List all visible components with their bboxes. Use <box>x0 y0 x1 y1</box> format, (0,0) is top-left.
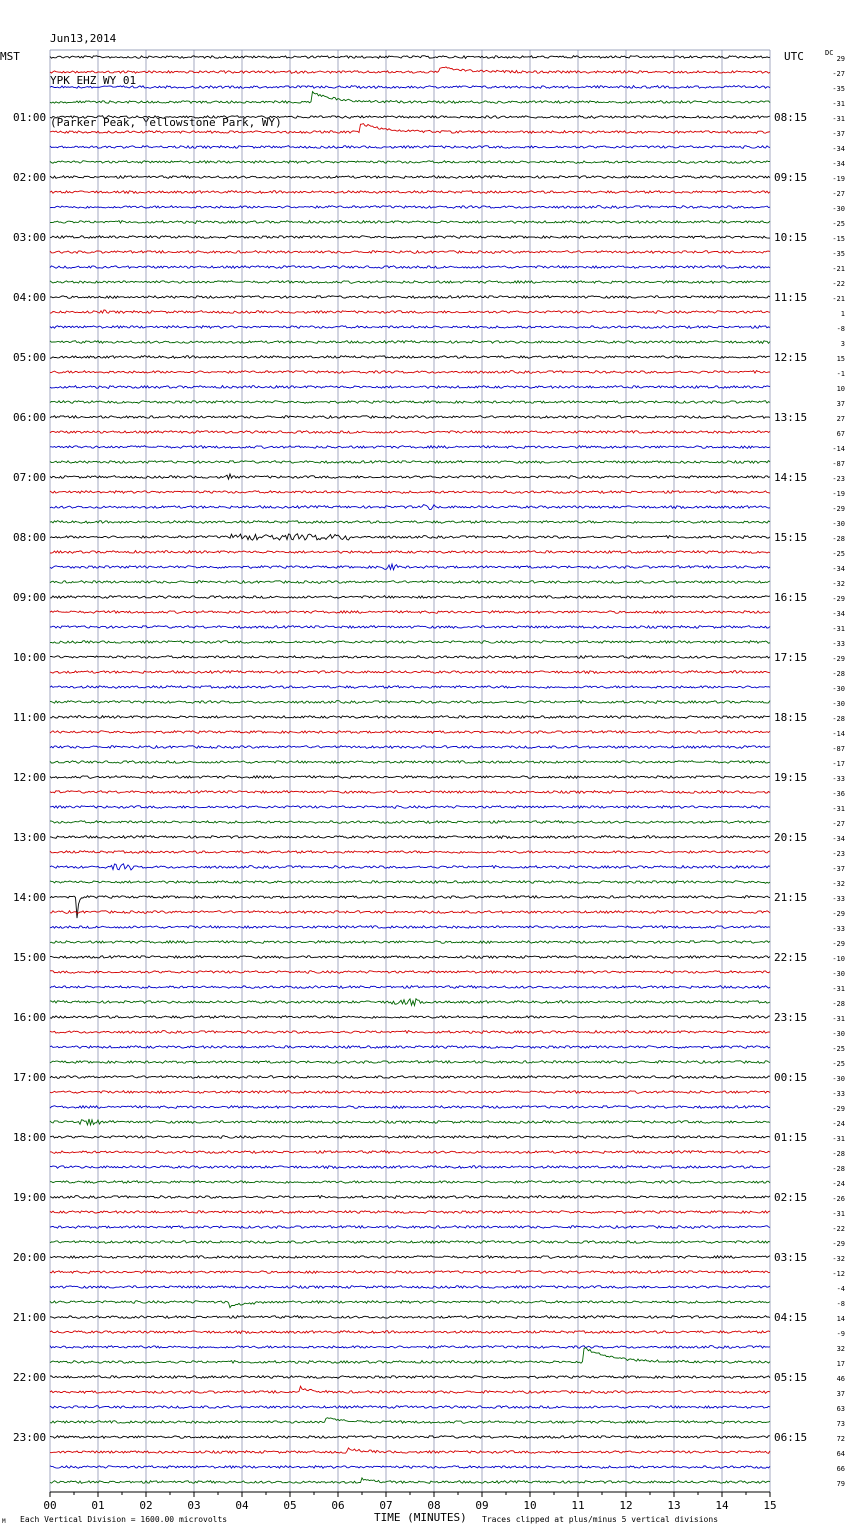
x-tick-label: 07 <box>379 1499 393 1512</box>
dc-offset-label: -24 <box>832 1120 845 1128</box>
utc-hour-label: 13:15 <box>774 411 808 424</box>
dc-offset-label: -30 <box>832 205 845 213</box>
dc-offset-label: 46 <box>836 1375 845 1383</box>
dc-offset-label: -23 <box>832 850 845 858</box>
dc-offset-label: -19 <box>832 490 845 498</box>
trace-line <box>50 146 770 149</box>
dc-offset-label: -28 <box>832 715 845 723</box>
trace-line <box>50 971 770 974</box>
trace-line <box>50 1016 770 1019</box>
mst-hour-label: 20:00 <box>13 1251 47 1264</box>
mst-hour-label: 01:00 <box>13 111 47 124</box>
trace-line <box>50 1166 770 1169</box>
trace-line <box>50 999 770 1006</box>
trace-line <box>50 1331 770 1334</box>
trace-line <box>50 881 770 884</box>
x-tick-label: 03 <box>187 1499 201 1512</box>
utc-hour-label: 16:15 <box>774 591 808 604</box>
mst-hour-label: 22:00 <box>13 1371 47 1384</box>
trace-line <box>50 836 770 839</box>
trace-line <box>50 1061 770 1064</box>
mst-hour-label: 07:00 <box>13 471 47 484</box>
mst-hour-label: 06:00 <box>13 411 47 424</box>
trace-line <box>50 371 770 374</box>
utc-hour-label: 00:15 <box>774 1071 808 1084</box>
mst-hour-label: 03:00 <box>13 231 47 244</box>
dc-offset-label: -19 <box>832 175 845 183</box>
utc-hour-label: 20:15 <box>774 831 808 844</box>
trace-line <box>50 581 770 584</box>
x-axis-title: TIME (MINUTES) <box>374 1511 467 1524</box>
trace-line <box>50 521 770 524</box>
trace-line <box>50 1211 770 1214</box>
mst-hour-label: 21:00 <box>13 1311 47 1324</box>
trace-line <box>50 92 770 104</box>
mst-hour-label: 16:00 <box>13 1011 47 1024</box>
utc-hour-label: 11:15 <box>774 291 808 304</box>
mst-hour-label: 02:00 <box>13 171 47 184</box>
dc-offset-label: 73 <box>836 1420 845 1428</box>
dc-offset-label: -26 <box>832 1195 845 1203</box>
trace-line <box>50 1151 770 1154</box>
dc-offset-label: 27 <box>836 415 845 423</box>
utc-hour-label: 19:15 <box>774 771 808 784</box>
trace-line <box>50 864 770 870</box>
dc-offset-label: -37 <box>832 130 845 138</box>
dc-offset-label: -31 <box>832 985 845 993</box>
trace-line <box>50 1256 770 1259</box>
dc-offset-header: DC <box>825 49 834 57</box>
utc-hour-label: 23:15 <box>774 1011 808 1024</box>
trace-line <box>50 461 770 464</box>
dc-offset-label: 15 <box>836 355 845 363</box>
trace-line <box>50 1448 770 1453</box>
trace-line <box>50 206 770 209</box>
dc-offset-label: 32 <box>836 1345 845 1353</box>
utc-hour-label: 09:15 <box>774 171 808 184</box>
dc-offset-labels <box>832 55 845 1488</box>
utc-hour-label: 18:15 <box>774 711 808 724</box>
dc-offset-label: -21 <box>832 295 845 303</box>
clip-note: Traces clipped at plus/minus 5 vertical divisions <box>482 1515 719 1524</box>
trace-line <box>50 1386 770 1393</box>
dc-offset-label: -8 <box>836 325 845 333</box>
dc-offset-label: 79 <box>836 1480 845 1488</box>
trace-line <box>50 221 770 224</box>
dc-offset-label: 64 <box>836 1450 845 1458</box>
utc-hour-label: 06:15 <box>774 1431 808 1444</box>
trace-line <box>50 926 770 929</box>
trace-line <box>50 851 770 854</box>
trace-line <box>50 671 770 674</box>
trace-line <box>50 386 770 389</box>
dc-offset-label: -28 <box>832 670 845 678</box>
station-code: YPK EHZ WY 01 <box>50 74 137 87</box>
dc-offset-label: -33 <box>832 775 845 783</box>
trace-line <box>50 266 770 269</box>
trace-line <box>50 401 770 404</box>
x-tick-label: 10 <box>523 1499 537 1512</box>
trace-line <box>50 161 770 164</box>
dc-offset-label: 14 <box>836 1315 845 1323</box>
dc-offset-label: -31 <box>832 115 845 123</box>
trace-line <box>50 731 770 734</box>
dc-offset-label: -9 <box>836 1330 845 1338</box>
dc-offset-label: -30 <box>832 1075 845 1083</box>
trace-line <box>50 1076 770 1079</box>
dc-offset-label: -31 <box>832 1135 845 1143</box>
x-tick-label: 02 <box>139 1499 153 1512</box>
dc-offset-label: -30 <box>832 520 845 528</box>
trace-line <box>50 1286 770 1289</box>
dc-offset-label: -21 <box>832 265 845 273</box>
trace-line <box>50 1478 770 1484</box>
trace-line <box>50 176 770 179</box>
mst-hour-labels <box>13 111 46 1444</box>
dc-offset-label: -29 <box>832 940 845 948</box>
dc-offset-label: -12 <box>832 1270 845 1278</box>
trace-line <box>50 341 770 344</box>
dc-offset-label: -29 <box>832 1105 845 1113</box>
dc-offset-label: -32 <box>832 1255 845 1263</box>
dc-offset-label: -25 <box>832 550 845 558</box>
trace-line <box>50 716 770 719</box>
dc-offset-label: -33 <box>832 640 845 648</box>
scale-note: Each Vertical Division = 1600.00 microvolts <box>20 1515 228 1524</box>
mst-hour-label: 05:00 <box>13 351 47 364</box>
mst-hour-label: 18:00 <box>13 1131 47 1144</box>
dc-offset-label: 67 <box>836 430 845 438</box>
trace-line <box>50 564 770 570</box>
utc-hour-label: 21:15 <box>774 891 808 904</box>
x-tick-label: 12 <box>619 1499 633 1512</box>
dc-offset-label: 10 <box>836 385 845 393</box>
dc-offset-label: -33 <box>832 895 845 903</box>
dc-offset-label: -29 <box>832 505 845 513</box>
dc-offset-label: 17 <box>836 1360 845 1368</box>
trace-line <box>50 626 770 629</box>
dc-offset-label: -25 <box>832 1045 845 1053</box>
dc-offset-label: -27 <box>832 190 845 198</box>
mst-hour-label: 09:00 <box>13 591 47 604</box>
x-tick-label: 14 <box>715 1499 729 1512</box>
mst-hour-label: 04:00 <box>13 291 47 304</box>
trace-line <box>50 1418 770 1424</box>
dc-offset-label: -30 <box>832 700 845 708</box>
utc-hour-label: 12:15 <box>774 351 808 364</box>
trace-line <box>50 896 770 918</box>
trace-line <box>50 1031 770 1034</box>
dc-offset-label: 66 <box>836 1465 845 1473</box>
mst-hour-label: 08:00 <box>13 531 47 544</box>
utc-hour-label: 01:15 <box>774 1131 808 1144</box>
dc-offset-label: -33 <box>832 925 845 933</box>
trace-line <box>50 505 770 510</box>
dc-offset-label: -31 <box>832 1210 845 1218</box>
trace-line <box>50 746 770 749</box>
dc-offset-label: -25 <box>832 220 845 228</box>
trace-line <box>50 534 770 540</box>
dc-offset-label: 37 <box>836 400 845 408</box>
dc-offset-label: -24 <box>832 1180 845 1188</box>
trace-line <box>50 911 770 914</box>
dc-offset-label: -28 <box>832 1165 845 1173</box>
trace-line <box>50 356 770 359</box>
trace-line <box>50 761 770 764</box>
dc-offset-label: -25 <box>832 1060 845 1068</box>
dc-offset-label: -28 <box>832 1000 845 1008</box>
dc-offset-label: -28 <box>832 1150 845 1158</box>
dc-offset-label: -10 <box>832 955 845 963</box>
right-timezone-label: UTC <box>784 50 804 63</box>
mst-hour-label: 11:00 <box>13 711 47 724</box>
utc-hour-labels <box>774 111 807 1444</box>
dc-offset-label: -27 <box>832 820 845 828</box>
utc-hour-label: 03:15 <box>774 1251 808 1264</box>
x-tick-label: 06 <box>331 1499 345 1512</box>
dc-offset-label: -34 <box>832 835 845 843</box>
dc-offset-label: -30 <box>832 1030 845 1038</box>
x-tick-label: 04 <box>235 1499 249 1512</box>
trace-line <box>50 941 770 944</box>
corner-mark: M <box>2 1518 6 1525</box>
dc-offset-label: -22 <box>832 1225 845 1233</box>
dc-offset-label: 72 <box>836 1435 845 1443</box>
trace-line <box>50 1301 770 1308</box>
dc-offset-label: -35 <box>832 250 845 258</box>
trace-line <box>50 1241 770 1244</box>
x-tick-label: 05 <box>283 1499 297 1512</box>
dc-offset-label: -30 <box>832 970 845 978</box>
x-tick-label: 09 <box>475 1499 489 1512</box>
utc-hour-label: 10:15 <box>774 231 808 244</box>
trace-line <box>50 1466 770 1469</box>
trace-line <box>50 491 770 494</box>
trace-line <box>50 701 770 704</box>
dc-offset-label: -34 <box>832 610 845 618</box>
dc-offset-label: -87 <box>832 745 845 753</box>
chart-date: Jun13,2014 <box>50 32 117 45</box>
trace-line <box>50 1091 770 1094</box>
trace-line <box>50 1196 770 1199</box>
x-tick-label: 15 <box>763 1499 777 1512</box>
trace-line <box>50 1106 770 1109</box>
mst-hour-label: 12:00 <box>13 771 47 784</box>
dc-offset-label: 29 <box>836 55 845 63</box>
dc-offset-label: -29 <box>832 595 845 603</box>
dc-offset-label: -27 <box>832 70 845 78</box>
dc-offset-label: -22 <box>832 280 845 288</box>
dc-offset-label: -14 <box>832 730 845 738</box>
dc-offset-label: -33 <box>832 1090 845 1098</box>
dc-offset-label: -31 <box>832 625 845 633</box>
utc-hour-label: 02:15 <box>774 1191 808 1204</box>
trace-line <box>50 641 770 644</box>
dc-offset-label: -4 <box>836 1285 845 1293</box>
trace-line <box>50 431 770 434</box>
trace-line <box>50 806 770 809</box>
trace-line <box>50 1436 770 1439</box>
x-tick-label: 01 <box>91 1499 105 1512</box>
dc-offset-label: -14 <box>832 445 845 453</box>
dc-offset-label: -29 <box>832 910 845 918</box>
dc-offset-label: 63 <box>836 1405 845 1413</box>
mst-hour-label: 10:00 <box>13 651 47 664</box>
trace-line <box>50 474 770 479</box>
trace-line <box>50 986 770 989</box>
trace-line <box>50 551 770 554</box>
trace-line <box>50 416 770 419</box>
dc-offset-label: -15 <box>832 235 845 243</box>
mst-hour-label: 15:00 <box>13 951 47 964</box>
trace-line <box>50 1316 770 1319</box>
left-timezone-label: MST <box>0 50 20 63</box>
dc-offset-label: -28 <box>832 535 845 543</box>
mst-hour-label: 13:00 <box>13 831 47 844</box>
dc-offset-label: -34 <box>832 565 845 573</box>
trace-line <box>50 1181 770 1184</box>
dc-offset-label: -36 <box>832 790 845 798</box>
trace-line <box>50 236 770 239</box>
dc-offset-label: -1 <box>836 370 845 378</box>
utc-hour-label: 05:15 <box>774 1371 808 1384</box>
dc-offset-label: -37 <box>832 865 845 873</box>
trace-line <box>50 1046 770 1049</box>
trace-line <box>50 446 770 449</box>
x-axis <box>43 1492 776 1512</box>
utc-hour-label: 17:15 <box>774 651 808 664</box>
mst-hour-label: 23:00 <box>13 1431 47 1444</box>
utc-hour-label: 15:15 <box>774 531 808 544</box>
x-tick-label: 00 <box>43 1499 57 1512</box>
dc-offset-label: 1 <box>840 310 845 318</box>
dc-offset-label: -29 <box>832 655 845 663</box>
trace-line <box>50 656 770 659</box>
trace-line <box>50 67 770 73</box>
x-tick-label: 11 <box>571 1499 585 1512</box>
trace-line <box>50 1348 770 1364</box>
trace-line <box>50 1271 770 1274</box>
trace-line <box>50 191 770 194</box>
trace-line <box>50 776 770 779</box>
dc-offset-label: -31 <box>832 1015 845 1023</box>
dc-offset-label: -29 <box>832 1240 845 1248</box>
trace-line <box>50 281 770 284</box>
dc-offset-label: -35 <box>832 85 845 93</box>
trace-line <box>50 1406 770 1409</box>
dc-offset-label: -31 <box>832 805 845 813</box>
trace-line <box>50 1119 770 1125</box>
x-tick-label: 13 <box>667 1499 681 1512</box>
trace-line <box>50 596 770 599</box>
dc-offset-label: -23 <box>832 475 845 483</box>
trace-line <box>50 86 770 89</box>
trace-line <box>50 116 770 119</box>
utc-hour-label: 04:15 <box>774 1311 808 1324</box>
trace-line <box>50 1226 770 1229</box>
dc-offset-label: 3 <box>840 340 845 348</box>
trace-line <box>50 310 770 313</box>
dc-offset-label: -34 <box>832 145 845 153</box>
dc-offset-label: -32 <box>832 580 845 588</box>
mst-hour-label: 14:00 <box>13 891 47 904</box>
mst-hour-label: 17:00 <box>13 1071 47 1084</box>
trace-line <box>50 1376 770 1379</box>
utc-hour-label: 22:15 <box>774 951 808 964</box>
trace-line <box>50 326 770 329</box>
dc-offset-label: -8 <box>836 1300 845 1308</box>
dc-offset-label: -32 <box>832 880 845 888</box>
trace-line <box>50 821 770 824</box>
trace-line <box>50 956 770 959</box>
dc-offset-label: -31 <box>832 100 845 108</box>
dc-offset-label: -34 <box>832 160 845 168</box>
station-location: (Parker Peak, Yellowstone Park, WY) <box>50 116 282 129</box>
utc-hour-label: 08:15 <box>774 111 808 124</box>
dc-offset-label: -87 <box>832 460 845 468</box>
dc-offset-label: 37 <box>836 1390 845 1398</box>
x-tick-label: 08 <box>427 1499 441 1512</box>
utc-hour-label: 14:15 <box>774 471 808 484</box>
trace-line <box>50 686 770 689</box>
dc-offset-label: -30 <box>832 685 845 693</box>
trace-line <box>50 1346 770 1349</box>
trace-line <box>50 251 770 254</box>
seismic-traces <box>50 56 770 1484</box>
trace-line <box>50 56 770 59</box>
trace-line <box>50 296 770 299</box>
trace-line <box>50 1136 770 1139</box>
trace-line <box>50 611 770 614</box>
mst-hour-label: 19:00 <box>13 1191 47 1204</box>
trace-line <box>50 124 770 134</box>
trace-line <box>50 791 770 794</box>
dc-offset-label: -17 <box>832 760 845 768</box>
